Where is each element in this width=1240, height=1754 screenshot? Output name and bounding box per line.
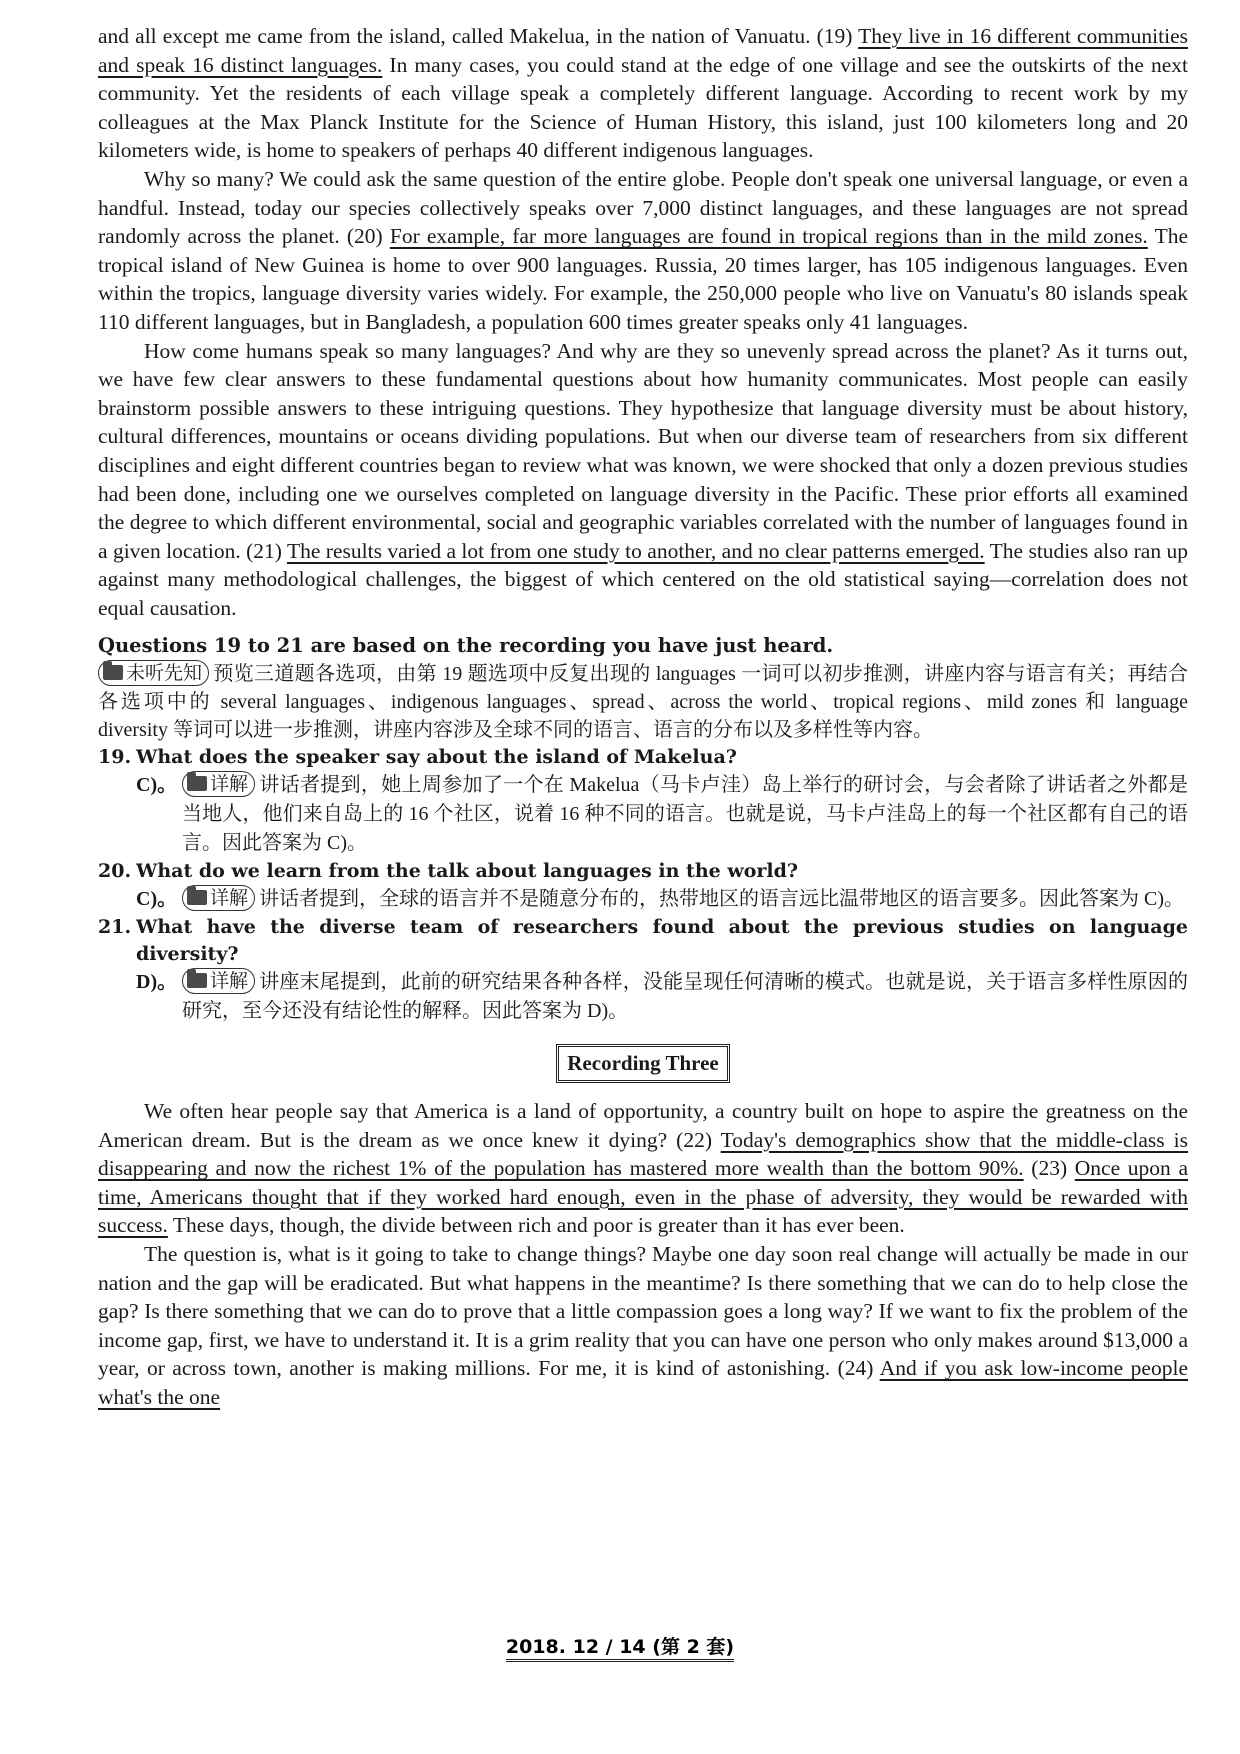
questions-heading: Questions 19 to 21 are based on the recording you have just heard. bbox=[98, 634, 834, 658]
folder-icon bbox=[103, 665, 123, 680]
question-21: 21. What have the diverse team of researchers found about the previous studies on language diversity? bbox=[98, 916, 1188, 966]
folder-icon bbox=[187, 973, 207, 988]
passage-paragraph-3: How come humans speak so many languages? And why are they so unevenly spread across the planet? As it turns out, we have few clear answers to these fundamental questions about how humanity communicates. Most people can easily brainstorm possible answers to these intriguing questions. They hypothesize that language diversity must be about history, cultural differences, mountains or oceans dividing populations. But when our diverse team of researchers from six different disciplines and eight different countries began to review what was known, we were shocked that only a dozen previous studies had been done, including one we ourselves completed on language diversity in the Pacific. These prior efforts all examined the degree to which different environmental, social and geographic variables correlated with the number of languages found in a given location. (21) The results varied a lot from one study to another, and no clear patterns emerged. The studies also ran up against many methodological challenges, the biggest of which centered on the old statistical saying—correlation does not equal causation. bbox=[98, 338, 1188, 620]
question-item-21 bbox=[98, 914, 1188, 1026]
answer-21: D)。 详解 讲座末尾提到，此前的研究结果各种各样，没能呈现任何清晰的模式。也就是说，关于语言多样性原因的研究，至今还没有结论性的解释。因此答案为 D)。 bbox=[98, 968, 1188, 1026]
question-item-20 bbox=[98, 858, 1188, 914]
explain-badge: 详解 bbox=[182, 885, 255, 911]
answer-letter: C)。 bbox=[136, 774, 178, 797]
question-20: 20. What do we learn from the talk about languages in the world? bbox=[98, 860, 799, 883]
page-number-label: 2018. 12 / 14 (第 2 套) bbox=[506, 1636, 734, 1662]
recording-three-paragraph-1: We often hear people say that America is a land of opportunity, a country built on hope to aspire the greatness on the American dream. But is the dream as we once knew it dying? (22) Today's demographics show that the middle-class is disappearing and now the richest 1% of the population has mastered more wealth than the bottom 90%. (23) Once upon a time, Americans thought that if they worked hard enough, even in the phase of adversity, they would be rewarded with success. These days, though, the divide between rich and poor is greater than it has ever been. bbox=[98, 1099, 1189, 1238]
answer-letter: D)。 bbox=[136, 971, 178, 994]
answer-20: C)。 详解 讲话者提到，全球的语言并不是随意分布的，热带地区的语言远比温带地区的语言要多。因此答案为 C)。 bbox=[98, 885, 1188, 914]
underlined-answer-20: For example, far more languages are found in tropical regions than in the mild zones. bbox=[389, 224, 1148, 249]
section-title-recording-three: Recording Three bbox=[556, 1044, 729, 1083]
underlined-answer-24: And if you ask low-income people what's the one bbox=[98, 1356, 1188, 1409]
page-footer bbox=[0, 1632, 1240, 1659]
passage-paragraph-1: and all except me came from the island, called Makelua, in the nation of Vanuatu. (19) They live in 16 different communities and speak 16 distinct languages. In many cases, you could stand at the edge of one village and see the outskirts of the next community. Yet the residents of each village speak a completely different language. According to recent work by my colleagues at the Max Planck Institute for the Science of Human History, this island, just 100 kilometers long and 20 kilometers wide, is home to speakers of perhaps 40 different indigenous languages. bbox=[98, 24, 1188, 163]
underlined-answer-21: The results varied a lot from one study to another, and no clear patterns emerged. bbox=[286, 538, 985, 563]
passage-paragraph-2: Why so many? We could ask the same question of the entire globe. People don't speak one universal language, or even a handful. Instead, today our species collectively speaks over 7,000 distinct languages, and these languages are not spread randomly across the planet. (20) For example, far more languages are found in tropical regions than in the mild zones. The tropical island of New Guinea is home to over 900 languages. Russia, 20 times larger, has 105 indigenous languages. Even within the tropics, language diversity varies widely. For example, the 250,000 people who live on Vanuatu's 80 islands speak 110 different languages, but in Bangladesh, a population 600 times greater speaks only 41 languages. bbox=[98, 166, 1188, 334]
explain-badge: 详解 bbox=[182, 968, 255, 994]
preview-tip: 未听先知 预览三道题各选项，由第 19 题选项中反复出现的 languages 一词可以初步推测，讲座内容与语言有关；再结合各选项中的 several languages、indigenous languages、spread、across the world、tropical regions、mild zones 和 language diversity 等词可以进一步推测，讲座内容涉及全球不同的语言、语言的分布以及多样性等内容。 bbox=[98, 662, 1188, 742]
explain-badge: 详解 bbox=[182, 771, 255, 797]
folder-icon bbox=[187, 890, 207, 905]
question-19: 19. What does the speaker say about the island of Makelua? bbox=[98, 746, 737, 769]
answer-19: C)。 详解 讲话者提到，她上周参加了一个在 Makelua（马卡卢洼）岛上举行的研讨会，与会者除了讲话者之外都是当地人，他们来自岛上的 16 个社区，说着 16 种不同的语言。也就是说，马卡卢洼岛上的每一个社区都有自己的语言。因此答案为 C)。 bbox=[98, 771, 1188, 858]
recording-three-paragraph-2: The question is, what is it going to take to change things? Maybe one day soon real change will actually be made in our nation and the gap will be eradicated. But what happens in the meantime? Is there something that we can do to help close the gap? Is there something that we can do to prove that a little compassion goes a long way? If we want to fix the problem of the income gap, first, we have to understand it. It is a grim reality that you can have one person who only makes around $13,000 a year, or across town, another is making millions. For me, it is kind of astonishing. (24) And if you ask low-income people what's the one bbox=[98, 1242, 1188, 1409]
underlined-answer-22: Today's demographics show that the middle-class is disappearing and now the richest 1% of the population has mastered more wealth than the bottom 90%. bbox=[98, 1127, 1189, 1181]
answer-letter: C)。 bbox=[136, 888, 178, 911]
document-page bbox=[98, 22, 1188, 1412]
preview-badge: 未听先知 bbox=[98, 660, 209, 686]
folder-icon bbox=[187, 776, 207, 791]
underlined-answer-23: Once upon a time, Americans thought that if they worked hard enough, even in the phase of adversity, they would be rewarded with success. bbox=[98, 1156, 1189, 1238]
underlined-answer-19: They live in 16 different communities and speak 16 distinct languages. bbox=[98, 24, 1188, 77]
question-item-19 bbox=[98, 744, 1188, 858]
